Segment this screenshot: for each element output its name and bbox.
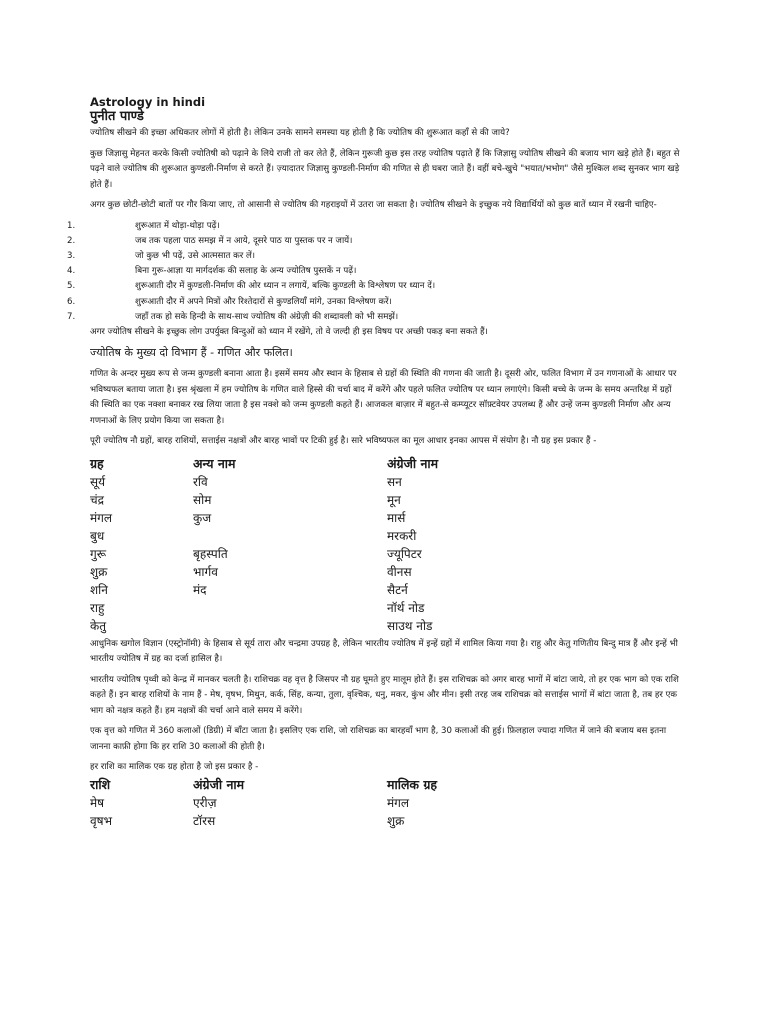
paragraph-intro: ज्योतिष सीखने की इच्छा अधिकतर लोगों में होती है। लेकिन उनके सामने समस्या यह होती है कि ज्योतिष की शुरूआत कहाँ से की जाये? [90, 128, 510, 138]
list-number: 1. [67, 220, 76, 231]
list-text: शुरूआती दौर में अपने मित्रों और रिश्तेदारों से कुण्डलियाँ मांगे, उनका विश्लेषण करें। [135, 296, 392, 307]
table-row [90, 491, 680, 509]
table-row [90, 617, 680, 635]
list-number: 4. [67, 266, 76, 277]
table-cell: एरीज़ [193, 795, 217, 810]
list-item [67, 295, 680, 310]
table-cell: सन [387, 474, 402, 489]
table-cell: सूर्य [90, 474, 106, 489]
list-text: जो कुछ भी पढ़ें, उसे आत्मसात कर लें। [135, 250, 256, 261]
table-row [90, 527, 680, 545]
paragraph-degrees: एक वृत्त को गणित में 360 कलाओं (डिग्री) में बाँटा जाता है। इसलिए एक राशि, जो राशिचक्र का बारहवाँ भाग है, 30 कलाओं की हुई। फ़िलहाल ज्यादा गणित में जाने की बजाय बस इतना जानना काफ़ी होगा कि हर राशि 30 कलाओं की होती है। [90, 726, 667, 752]
tips-list [67, 219, 680, 325]
table-cell: केतु [90, 618, 107, 633]
paragraph-tips-intro: अगर कुछ छोटी-छोटी बातों पर गौर किया जाए, तो आसानी से ज्योतिष की गहराइयों में उतरा जा सकता है। ज्योतिष सीखने के इच्छुक नये विद्यार्थियों को कुछ बातें ध्यान में रखनी चाहिए- [90, 200, 657, 210]
list-number: 2. [67, 235, 76, 246]
paragraph-tips-outro: अगर ज्योतिष सीखने के इच्छुक लोग उपर्युक्त बिन्दुओं को ध्यान में रखेंगे, तो वे जल्दी ही इस विषय पर अच्छी पकड़ बना सकते हैं। [90, 326, 488, 337]
table-cell: मरकरी [387, 528, 417, 543]
table-cell: राहु [90, 600, 105, 615]
table-cell: बुध [90, 528, 105, 543]
list-item [67, 310, 680, 325]
table-cell: शुक्र [90, 564, 108, 579]
list-number: 7. [67, 311, 76, 322]
table-row [90, 545, 680, 563]
table-cell: वीनस [387, 564, 412, 579]
table-row [90, 794, 680, 812]
author-name: पुनीत पाण्डे [90, 109, 144, 124]
table-cell: सैटर्न [387, 582, 408, 597]
column-header: राशि [90, 776, 111, 792]
column-header: अंग्रेजी नाम [387, 455, 439, 471]
table-cell: बृहस्पति [193, 546, 228, 561]
list-text: शुरूआती दौर में कुण्डली-निर्माण की ओर ध्यान न लगायें, बल्कि कुण्डली के विश्लेषण पर ध्यान दें। [135, 281, 436, 292]
list-item [67, 279, 680, 294]
table-row [90, 812, 680, 830]
paragraph-rashi-owners: हर राशि का मालिक एक ग्रह होता है जो इस प्रकार है - [90, 762, 259, 773]
list-number: 3. [67, 250, 76, 261]
column-header: ग्रह [90, 455, 104, 471]
table-header-row [90, 776, 680, 794]
list-number: 5. [67, 281, 76, 292]
table-cell: मेष [90, 795, 105, 810]
table-cell: भार्गव [193, 564, 218, 579]
table-cell: सोम [193, 492, 212, 507]
table-cell: रवि [193, 474, 208, 489]
table-cell: ज्यूपिटर [387, 546, 422, 561]
table-row [90, 563, 680, 581]
section-heading: ज्योतिष के मुख्य दो विभाग हैं - गणित और फलित। [90, 346, 293, 360]
table-cell: कुज [193, 510, 212, 525]
paragraph-zodiac: भारतीय ज्योतिष पृथ्वी को केन्द्र में मानकर चलती है। राशिचक्र वह वृत्त है जिसपर नौ ग्रह घूमते हुए मालूम होते हैं। इस राशिचक्र को अगर बारह भागों में बांटा जाये, तो हर एक भाग को एक राशि कहते हैं। इन बारह राशियों के नाम हैं - मेष, वृषभ, मिथुन, कर्क, सिंह, कन्या, तुला, वृश्चिक, धनु, मकर, कुंभ और मीन। इसी तरह जब राशिचक्र को सत्ताईस भागों में बांटा जाता है, तब हर एक भाग को नक्षत्र कहते हैं। हम नक्षत्रों की चर्चा आने वाले समय में करेंगे। [90, 674, 679, 716]
paragraph-ganit-phalit: गणित के अन्दर मुख्य रूप से जन्म कुण्डली बनाना आता है। इसमें समय और स्थान के हिसाब से ग्रहों की स्थिति की गणना की जाती है। दूसरी ओर, फलित विभाग में उन गणनाओं के आधार पर भविष्यफल बताया जाता है। इस श्रृंखला में हम ज्योतिष के गणित वाले हिस्से की चर्चा बाद में करेंगे और पहले फलित ज्योतिष पर ध्यान लगाएंगे। किसी बच्चे के जन्म के समय अन्तरिक्ष में ग्रहों की स्थिति का एक नक्शा बनाकर रख लिया जाता है इस नक्शे को जन्म कुण्डली कहते हैं। आजकल बाज़ार में बहुत-से कम्प्यूटर सॉफ़्टवेयर उपलब्ध हैं और उन्हें जन्म कुण्डली निर्माण और अन्य गणनाओं के लिए प्रयोग किया जा सकता है। [90, 369, 677, 426]
paragraph-problem: कुछ जिज्ञासु मेहनत करके किसी ज्योतिषी को पढ़ाने के लिये राजी तो कर लेते हैं, लेकिन गुरूजी कुछ इस तरह ज्योतिष पढ़ाते हैं कि जिज्ञासु ज्योतिष सीखने की बजाय भाग खड़े होते हैं। बहुत से पढ़ने वाले ज्योतिष की शुरूआत कुण्डली-निर्माण से करते हैं। ज़्यादातर जिज्ञासु कुण्डली-निर्माण की गणित से ही घबरा जाते हैं। वहीं बचे-खुचे "भयात/भभोग" जैसे मुश्किल शब्द सुनकर भाग खड़े होते हैं। [90, 148, 680, 190]
rashi-table [90, 776, 680, 830]
table-cell: चंद्र [90, 492, 104, 507]
paragraph-modern-astronomy: आधुनिक खगोल विज्ञान (एस्ट्रोनॉमी) के हिसाब से सूर्य तारा और चन्द्रमा उपग्रह है, लेकिन भारतीय ज्योतिष में इन्हें ग्रहों में शामिल किया गया है। राहु और केतु गणितीय बिन्दु मात्र हैं और इन्हें भी भारतीय ज्योतिष में ग्रह का दर्जा हासिल है। [90, 638, 678, 665]
table-cell: मार्स [387, 510, 406, 525]
list-text: जहाँ तक हो सके हिन्दी के साथ-साथ ज्योतिष की अंग्रेज़ी की शब्दावली को भी समझें। [135, 311, 399, 322]
table-cell: मंगल [387, 795, 410, 810]
table-row [90, 581, 680, 599]
list-text: बिना गुरू-आज्ञा या मार्गदर्शक की सलाह के अन्य ज्योतिष पुस्तकें न पढ़ें। [135, 266, 357, 277]
table-cell: गुरू [90, 546, 107, 561]
list-item [67, 264, 680, 279]
table-cell: टॉरस [193, 813, 216, 828]
planets-table [90, 455, 680, 635]
table-cell: नॉर्थ नोड [387, 600, 425, 615]
table-cell: वृषभ [90, 813, 113, 828]
table-cell: मून [387, 492, 401, 507]
table-header-row [90, 455, 680, 473]
column-header: मालिक ग्रह [387, 776, 438, 792]
table-cell [193, 527, 387, 545]
list-text: जब तक पहला पाठ समझ में न आये, दूसरे पाठ या पुस्तक पर न जायें। [135, 235, 353, 246]
column-header: अंग्रेजी नाम [193, 776, 245, 792]
table-row [90, 509, 680, 527]
column-header: अन्य नाम [193, 455, 236, 471]
table-cell: साउथ नोड [387, 618, 433, 633]
list-text: शुरूआत में थोड़ा-थोड़ा पढ़ें। [135, 220, 220, 231]
table-cell: शुक्र [387, 813, 405, 828]
table-row [90, 473, 680, 491]
list-item [67, 249, 680, 264]
table-cell [193, 599, 387, 617]
document-title: Astrology in hindi [90, 95, 206, 109]
table-cell: शनि [90, 582, 108, 597]
table-cell: मंगल [90, 510, 113, 525]
list-item [67, 234, 680, 249]
list-item [67, 219, 680, 234]
list-number: 6. [67, 296, 76, 307]
paragraph-nine-planets: पूरी ज्योतिष नौ ग्रहों, बारह राशियों, सत्ताईस नक्षत्रों और बारह भावों पर टिकी हुई है। सारे भविष्यफल का मूल आधार इनका आपस में संयोग है। नौ ग्रह इस प्रकार हैं - [90, 436, 597, 447]
table-row [90, 599, 680, 617]
document-page [67, 95, 680, 832]
table-cell: मंद [193, 582, 207, 597]
table-cell [193, 617, 387, 635]
